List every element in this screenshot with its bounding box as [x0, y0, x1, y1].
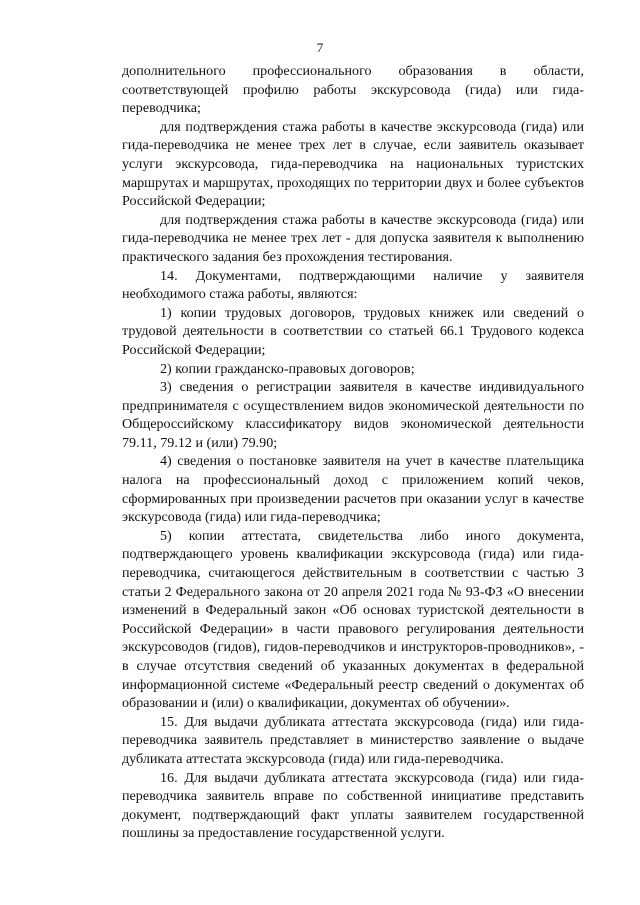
paragraph-subitem-1: 1) копии трудовых договоров, трудовых книжек или сведений о трудовой деятельности в соответствии со статьей 66.1 Трудового кодекса Российской Федерации; [122, 304, 584, 358]
paragraph-experience-practical-task: для подтверждения стажа работы в качестве экскурсовода (гида) или гида-переводчика не менее трех лет - для допуска заявителя к выполнению практического задания без прохождения тестирования. [122, 211, 584, 265]
paragraph-continuation: дополнительного профессионального образования в области, соответствующей профилю работы экскурсовода (гида) или гида-переводчика; [122, 63, 584, 117]
paragraph-experience-national-routes: для подтверждения стажа работы в качестве экскурсовода (гида) или гида-переводчика не менее трех лет в случае, если заявитель оказывает услуги экскурсовода, гида-переводчика на национальных туристских маршрутах и маршрутах, проходящих по территории двух и более субъектов Российской Федерации; [122, 118, 584, 210]
document-body [122, 62, 584, 843]
paragraph-item-16: 16. Для выдачи дубликата аттестата экскурсовода (гида) или гида-переводчика заявитель вправе по собственной инициативе представить документ, подтверждающий факт уплаты заявителем государственной пошлины за предоставление государственной услуги. [122, 769, 584, 842]
paragraph-item-15: 15. Для выдачи дубликата аттестата экскурсовода (гида) или гида-переводчика заявитель представляет в министерство заявление о выдаче дубликата аттестата экскурсовода (гида) или гида-переводчика. [122, 713, 584, 767]
paragraph-subitem-4: 4) сведения о постановке заявителя на учет в качестве плательщика налога на профессиональный доход с приложением копий чеков, сформированных при произведении расчетов при оказании услуг в качестве экскурсовода (гида) или гида-переводчика; [122, 453, 584, 526]
page-number: 7 [316, 40, 324, 55]
paragraph-subitem-3: 3) сведения о регистрации заявителя в качестве индивидуального предпринимателя с осуществлением видов экономической деятельности по Общероссийскому классификатору видов экономической деятельности 79.11, 79.12 и (или) 79.90; [122, 379, 584, 451]
paragraph-subitem-2: 2) копии гражданско-правовых договоров; [160, 360, 415, 377]
paragraph-item-14: 14. Документами, подтверждающими наличие у заявителя необходимого стажа работы, являются: [122, 267, 584, 303]
paragraph-subitem-5: 5) копии аттестата, свидетельства либо иного документа, подтверждающего уровень квалификации экскурсовода (гида) или гида-переводчика, считающегося действительным в соответствии с частью 3 статьи 2 Федерального закона от 20 апреля 2021 года № 93-ФЗ «О внесении изменений в Федеральный закон «Об основах туристской деятельности в Российской Федерации» в части правового регулирования деятельности экскурсоводов (гидов), гидов-переводчиков и инструкторов-проводников», - в случае отсутствия сведений об указанных документах в федеральной информационной системе «Федеральный реестр сведений о документах об образовании и (или) о квалификации, документах об обучении». [122, 527, 584, 712]
